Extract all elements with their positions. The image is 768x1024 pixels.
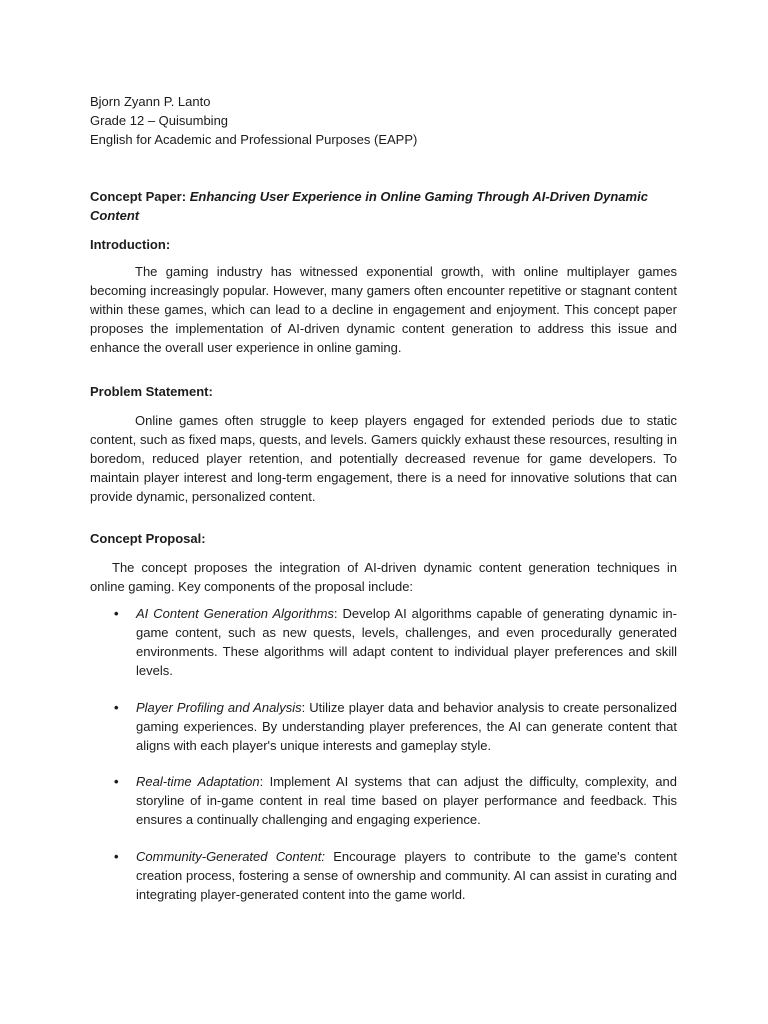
author-name: Bjorn Zyann P. Lanto xyxy=(90,94,211,109)
list-item-term: Player Profiling and Analysis xyxy=(136,699,302,715)
problem-statement-heading: Problem Statement: xyxy=(90,383,213,399)
list-item xyxy=(90,773,677,830)
list-item-separator: : xyxy=(333,606,343,622)
list-item-text: Utilize player data and behavior analysis to create personalized gaming experiences. By understanding player preferences, the AI can generate content that aligns with each player's unique interests and gameplay style. xyxy=(136,699,677,753)
concept-paper-title xyxy=(90,188,677,226)
list-item-text: Develop AI algorithms capable of generating dynamic in-game content, such as new quests, levels, challenges, and even procedurally generated environments. These algorithms will adapt content to individual player preferences and skill levels. xyxy=(136,606,677,678)
concept-proposal-paragraph: The concept proposes the integration of AI-driven dynamic content generation techniques in online gaming. Key components of the proposal include: xyxy=(90,560,677,595)
introduction-paragraph: The gaming industry has witnessed exponential growth, with online multiplayer games becoming increasingly popular. However, many gamers often encounter repetitive or stagnant content within these games, which can lead to a decline in engagement and enjoyment. This concept paper proposes the implementation of AI-driven dynamic content generation to address this issue and enhance the overall user experience in online gaming. xyxy=(90,264,677,356)
concept-paper-label: Concept Paper: xyxy=(90,188,187,204)
list-item-term: AI Content Generation Algorithms xyxy=(136,606,334,622)
list-item xyxy=(90,699,677,756)
list-item-separator: : xyxy=(301,699,310,715)
problem-statement-paragraph: Online games often struggle to keep players engaged for extended periods due to static content, such as fixed maps, quests, and levels. Gamers quickly exhaust these resources, resulting in boredom, reduced player retention, and potentially decreased revenue for game developers. To maintain player interest and long-term engagement, there is a need for innovative solutions that can provide dynamic, personalized content. xyxy=(90,412,677,504)
list-item xyxy=(90,848,677,905)
list-item xyxy=(90,605,677,681)
proposal-components-list xyxy=(90,605,677,905)
bullet-icon: • xyxy=(114,774,119,790)
document-body xyxy=(90,93,677,923)
bullet-icon: • xyxy=(114,849,119,865)
list-item-term: Community-Generated Content: xyxy=(136,849,325,865)
list-item-term: Real-time Adaptation xyxy=(136,774,260,790)
list-item-separator: : xyxy=(259,774,270,790)
concept-proposal-heading: Concept Proposal: xyxy=(90,531,206,547)
subject-line: English for Academic and Professional Purposes (EAPP) xyxy=(90,131,418,147)
grade-section: Grade 12 – Quisumbing xyxy=(90,112,229,128)
bullet-icon: • xyxy=(114,699,119,715)
list-item-separator xyxy=(325,849,333,864)
list-item-text: Encourage players to contribute to the game's content creation process, fostering a sense of ownership and community. AI can assist in curating and integrating player-generated content into the game world. xyxy=(136,849,677,902)
list-item-text: Implement AI systems that can adjust the difficulty, complexity, and storyline of in-game content in real time based on player performance and feedback. This ensures a continually challenging and engaging experience. xyxy=(136,774,677,828)
bullet-icon: • xyxy=(114,606,119,622)
concept-paper-title-text: Enhancing User Experience in Online Gaming Through AI-Driven Dynamic Content xyxy=(90,188,648,223)
introduction-heading: Introduction: xyxy=(90,236,171,252)
